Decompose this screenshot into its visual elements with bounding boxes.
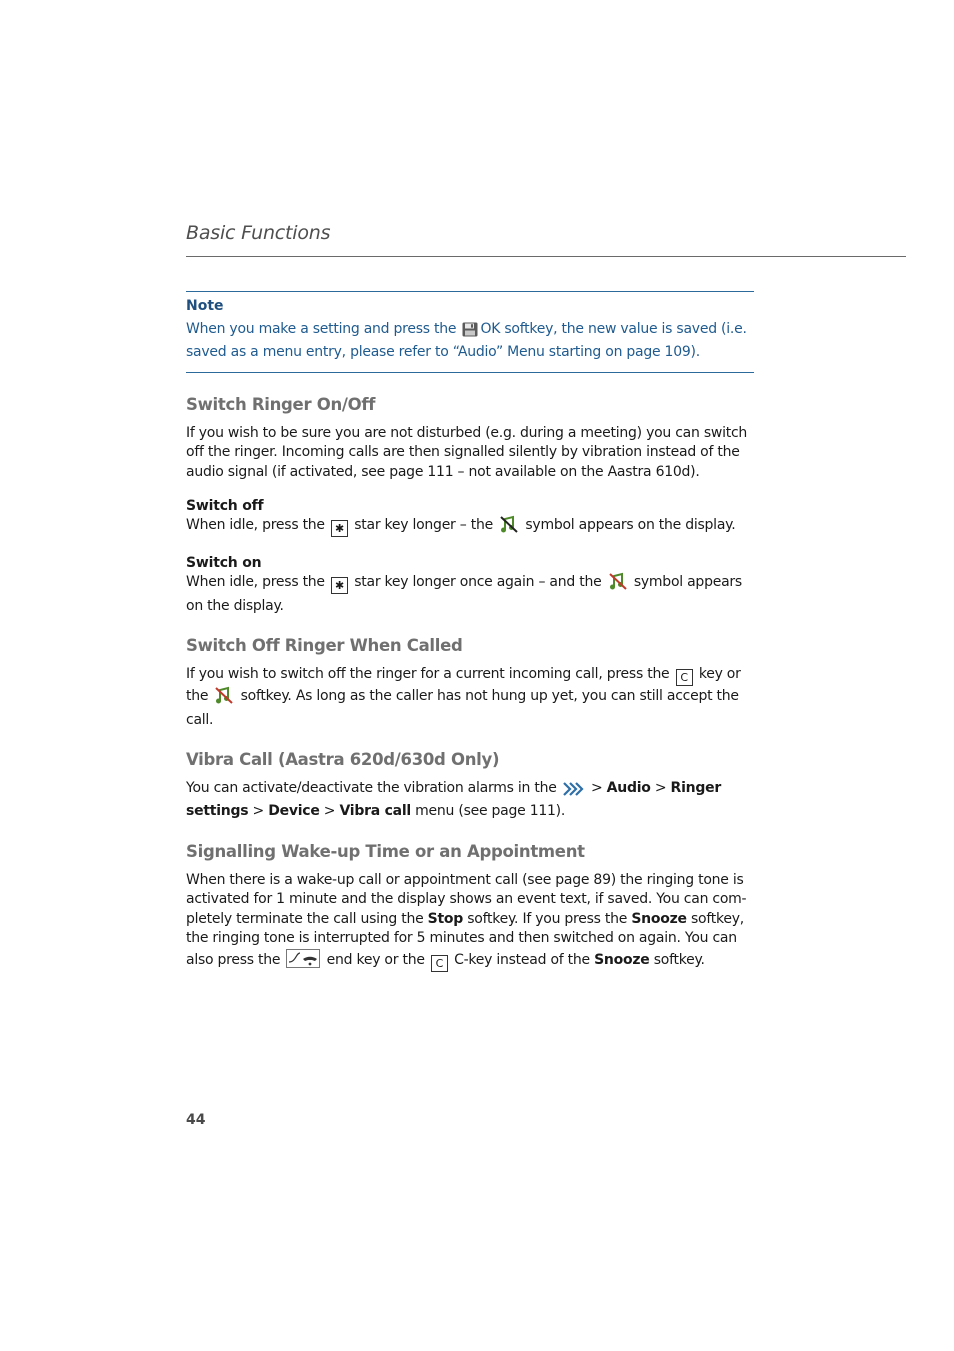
ok-softkey-label: OK — [480, 321, 501, 337]
vibra-sep2: > — [654, 780, 667, 797]
switch-off-called-part1: If you wish to switch off the ringer for a current incoming call, press the — [186, 666, 670, 683]
note-box — [186, 291, 754, 373]
switch-off-text — [186, 515, 754, 539]
switch-off-called-part2: key or the — [186, 666, 741, 705]
signalling-part6: softkey. — [653, 951, 705, 968]
ringer-off-icon — [499, 515, 519, 539]
menu-path-ringer-settings: Ringer settings — [186, 780, 722, 820]
star-key-icon: ✱ — [331, 577, 348, 594]
signalling-part2: softkey. If you press the — [467, 910, 628, 927]
ringer-off-icon — [608, 572, 628, 596]
signalling-part3: softkey, the ringing tone is interrupted for 5 minutes and then switched on again. You can also press the — [186, 910, 744, 968]
vibra-sep4: > — [323, 803, 336, 820]
heading-switch-off-when-called: Switch Off Ringer When Called — [186, 636, 463, 656]
switch-off-called-text — [186, 665, 754, 730]
heading-signalling-wakeup: Signalling Wake-up Time or an Appointment — [186, 841, 585, 861]
signalling-text — [186, 871, 754, 974]
end-key-icon — [286, 949, 320, 974]
vibra-part1: You can activate/deactivate the vibration alarms in the — [186, 780, 557, 797]
switch-off-called-part3: softkey. As long as the caller has not hung up yet, you can still accept the call. — [186, 688, 739, 728]
star-key-icon: ✱ — [331, 520, 348, 537]
vibra-part2: menu (see page 111). — [415, 803, 566, 820]
switch-off-title: Switch off — [186, 498, 264, 515]
heading-switch-ringer: Switch Ringer On/Off — [186, 394, 376, 414]
snooze-softkey: Snooze — [631, 910, 687, 927]
floppy-save-icon — [462, 322, 478, 343]
menu-path-device: Device — [268, 803, 320, 820]
switch-on-part1: When idle, press the — [186, 574, 325, 591]
note-text — [186, 320, 754, 363]
snooze-softkey-2: Snooze — [594, 951, 650, 968]
switch-ringer-intro: If you wish to be sure you are not disturbed (e.g. during a meeting) you can switch off the ringer. Incoming calls are then signalled silently by vibration instead of the audio signal (if activated, see page 111 – not available on the Aastra 610d). — [186, 424, 748, 480]
switch-on-text — [186, 572, 754, 616]
header-title: Basic Functions — [186, 222, 331, 244]
header-divider — [186, 256, 906, 257]
stop-softkey: Stop — [427, 910, 464, 927]
switch-off-part1: When idle, press the — [186, 517, 325, 534]
menu-path-audio: Audio — [606, 780, 651, 797]
c-key-icon: C — [431, 955, 448, 972]
switch-on-part2: star key longer once again – and the — [354, 574, 602, 591]
vibra-sep1: > — [590, 780, 603, 797]
page-content — [186, 291, 754, 974]
note-title: Note — [186, 298, 224, 314]
c-key-icon: C — [676, 669, 693, 686]
note-text-part2: softkey, the new value is saved (i.e. saved as a menu entry, please refer to “Audio” Menu starting on page 109). — [186, 321, 747, 361]
switch-off-part3: symbol appears on the display. — [525, 517, 736, 534]
switch-on-part3: symbol appears on the display. — [186, 574, 742, 614]
switch-on-title: Switch on — [186, 555, 262, 572]
ringer-off-icon — [214, 686, 234, 710]
vibra-call-text — [186, 779, 754, 822]
signalling-part5: C-key instead of the — [454, 951, 590, 968]
signalling-part4: end key or the — [326, 951, 425, 968]
switch-off-part2: star key longer – the — [354, 517, 493, 534]
menu-path-vibra-call: Vibra call — [339, 803, 411, 820]
note-text-part1: When you make a setting and press the — [186, 321, 457, 337]
page-number: 44 — [186, 1112, 206, 1128]
heading-vibra-call: Vibra Call (Aastra 620d/630d Only) — [186, 750, 500, 770]
menu-arrows-icon — [563, 782, 585, 802]
signalling-part1: When there is a wake-up call or appointment call (see page 89) the ringing tone is activated for 1 minute and the display shows an event text, if saved. You can com-pletely terminate the call using the — [186, 871, 747, 927]
vibra-sep3: > — [252, 803, 265, 820]
